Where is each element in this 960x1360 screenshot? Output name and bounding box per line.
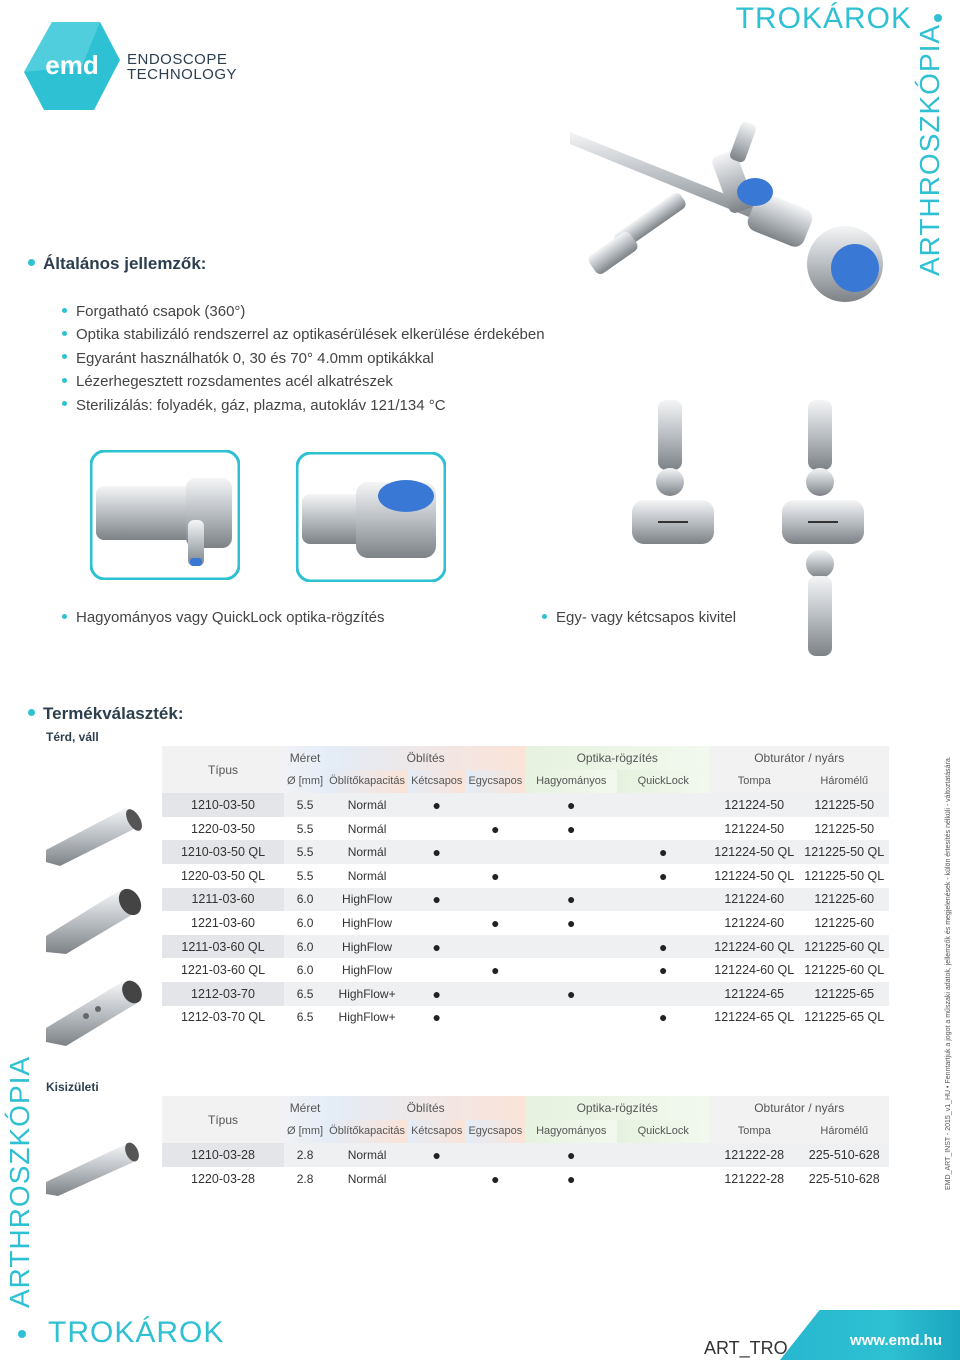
cell-triangle: 225-510-628: [808, 1171, 880, 1186]
cell-single: [465, 793, 525, 817]
cell-diameter: 6.5: [284, 982, 326, 1006]
brand-logo: [22, 20, 242, 116]
table-row: [162, 1006, 889, 1030]
cell-capacity: Normál: [347, 868, 387, 883]
cell-type: 1220-03-50: [162, 817, 284, 841]
cell-type: 1210-03-50 QL: [162, 840, 284, 864]
feature-item: Forgatható csapok (360°): [62, 300, 545, 323]
cell-blunt: 121224-60 QL: [709, 935, 799, 959]
cell-type: 1221-03-60: [162, 911, 284, 935]
cell-traditional: ●: [567, 914, 576, 931]
col-header-optic: Optika-rögzítés: [525, 1096, 709, 1120]
cell-diameter: 5.5: [284, 840, 326, 864]
cell-triangle: 121225-65 QL: [804, 1010, 885, 1025]
table-row: [162, 817, 889, 841]
cell-triangle: 121225-60: [799, 888, 889, 912]
col-header-size: Méret: [284, 746, 326, 770]
cell-single: [465, 888, 525, 912]
side-title-left: [4, 1055, 36, 1308]
cell-type: 1210-03-50: [162, 793, 284, 817]
cell-diameter: 5.5: [284, 793, 326, 817]
cell-type: 1220-03-50 QL: [162, 864, 284, 888]
cell-traditional: ●: [567, 820, 576, 837]
cell-type: 1220-03-28: [162, 1167, 284, 1191]
cell-diameter: 6.5: [296, 1010, 314, 1025]
cell-diameter: 2.8: [284, 1143, 326, 1167]
cannula-tip-image-3: [46, 970, 146, 1050]
col-header-obturator: Obturátor / nyárs: [709, 746, 889, 770]
col-header-obturator: Obturátor / nyárs: [709, 1096, 889, 1120]
col-header-optic: Optika-rögzítés: [525, 746, 709, 770]
cell-diameter: 6.0: [284, 935, 326, 959]
col-header-traditional: Hagyományos: [525, 770, 617, 794]
legal-note: [942, 756, 954, 1190]
product-table-knee-shoulder: [162, 746, 889, 1029]
cell-capacity: Normál: [326, 1143, 408, 1167]
col-header-diameter: Ø [mm]: [284, 1120, 326, 1144]
cell-quicklock: [617, 982, 709, 1006]
cell-traditional: ●: [525, 1143, 617, 1167]
header-dot-icon: [934, 14, 942, 22]
cell-capacity: Normál: [347, 1171, 387, 1186]
col-header-type: Típus: [162, 1096, 284, 1143]
cell-single: [465, 1143, 525, 1167]
cell-traditional: [525, 958, 617, 982]
cell-twin: ●: [408, 1143, 465, 1167]
cell-twin: ●: [408, 793, 465, 817]
cell-twin: ●: [408, 840, 465, 864]
cell-diameter: 6.0: [296, 963, 314, 978]
cell-quicklock: ●: [659, 962, 668, 979]
stopcock-option: Egy- vagy kétcsapos kivitel: [542, 609, 736, 626]
col-header-blunt: Tompa: [709, 1120, 799, 1144]
table-row: [162, 888, 889, 912]
cell-capacity: Normál: [326, 793, 408, 817]
col-header-triangle: Háromélű: [799, 770, 889, 794]
cell-blunt: 121224-50: [709, 793, 799, 817]
feature-item: Lézerhegesztett rozsdamentes acél alkatrészek: [62, 370, 545, 393]
col-header-twin: Kétcsapos: [408, 1120, 465, 1144]
cell-quicklock: ●: [617, 935, 709, 959]
cell-capacity: HighFlow+: [326, 982, 408, 1006]
logo-emd-text: emd: [45, 50, 99, 80]
stopcock-single-image: [628, 400, 718, 560]
logo-line-1: ENDOSCOPE: [127, 51, 228, 68]
logo-line-2: TECHNOLOGY: [127, 66, 238, 83]
cell-traditional: ●: [525, 793, 617, 817]
product-table-small-joint: [162, 1096, 889, 1190]
article-code: ART_TRO: [704, 1338, 788, 1358]
cell-single: ●: [491, 1170, 500, 1187]
table-row: [162, 982, 889, 1006]
cell-blunt: 121224-50 QL: [714, 868, 795, 883]
side-title-right-text: ARTHROSZKÓPIA: [914, 23, 945, 276]
cell-diameter: 6.0: [284, 888, 326, 912]
col-header-type: Típus: [162, 746, 284, 793]
table-row: [162, 958, 889, 982]
cell-type: 1210-03-28: [162, 1143, 284, 1167]
fixation-option: Hagyományos vagy QuickLock optika-rögzítés: [62, 609, 384, 626]
feature-item: Sterilizálás: folyadék, gáz, plazma, autokláv 121/134 °C: [62, 394, 545, 417]
cell-twin: ●: [408, 982, 465, 1006]
cell-capacity: Normál: [347, 821, 387, 836]
products-heading: Termékválaszték:: [28, 704, 184, 724]
cell-capacity: HighFlow+: [338, 1010, 396, 1025]
table-row: [162, 935, 889, 959]
table-row: [162, 864, 889, 888]
cell-twin: ●: [408, 935, 465, 959]
cell-diameter: 2.8: [296, 1171, 314, 1186]
cell-blunt: 121222-28: [709, 1143, 799, 1167]
table-row: [162, 911, 889, 935]
cell-quicklock: [617, 793, 709, 817]
cell-type: 1221-03-60 QL: [162, 958, 284, 982]
cell-traditional: [525, 935, 617, 959]
footer-dot-icon: [18, 1330, 26, 1338]
cell-diameter: 6.0: [296, 915, 314, 930]
cell-single: [465, 840, 525, 864]
cell-type: 1211-03-60: [162, 888, 284, 912]
side-title-right: [914, 23, 946, 276]
footer-title: TROKÁROK: [48, 1316, 225, 1349]
cell-single: [465, 982, 525, 1006]
cell-triangle: 121225-50: [814, 821, 875, 836]
col-header-twin: Kétcsapos: [408, 770, 465, 794]
cell-blunt: 121224-60 QL: [714, 963, 795, 978]
cell-traditional: [525, 864, 617, 888]
cell-twin: [408, 864, 465, 888]
col-header-capacity: Öblítőkapacitás: [326, 770, 408, 794]
cell-capacity: HighFlow: [326, 935, 408, 959]
table-row: [162, 793, 889, 817]
cell-triangle: 121225-65: [799, 982, 889, 1006]
feature-item: Optika stabilizáló rendszerrel az optikasérülések elkerülése érdekében: [62, 323, 545, 346]
cell-twin: [408, 1167, 465, 1191]
cell-quicklock: [617, 817, 709, 841]
cell-type: 1212-03-70: [162, 982, 284, 1006]
cell-blunt: 121224-60: [709, 888, 799, 912]
side-title-left-text: ARTHROSZKÓPIA: [4, 1055, 35, 1308]
feature-item: Egyaránt használhatók 0, 30 és 70° 4.0mm optikákkal: [62, 347, 545, 370]
cell-single: ●: [491, 867, 500, 884]
table-row: [162, 840, 889, 864]
page-title: TROKÁROK: [735, 2, 912, 35]
table-row: [162, 1143, 889, 1167]
logo-wordmark: [127, 52, 237, 82]
col-header-traditional: Hagyományos: [525, 1120, 617, 1144]
general-heading: Általános jellemzők:: [28, 254, 206, 274]
cell-single: [465, 935, 525, 959]
col-header-capacity: Öblítőkapacitás: [326, 1120, 408, 1144]
cell-triangle: 121225-50 QL: [804, 868, 885, 883]
col-header-blunt: Tompa: [709, 770, 799, 794]
col-header-quicklock: QuickLock: [617, 770, 709, 794]
cell-twin: ●: [432, 1009, 441, 1026]
cell-traditional: ●: [567, 1170, 576, 1187]
trocar-main-image: [570, 92, 890, 306]
traditional-fixation-image: [90, 450, 240, 580]
cell-traditional: ●: [525, 888, 617, 912]
cannula-tip-image-2: [46, 880, 146, 960]
cell-triangle: 121225-60 QL: [799, 935, 889, 959]
cell-quicklock: [617, 1143, 709, 1167]
cell-diameter: 5.5: [296, 868, 314, 883]
cell-twin: ●: [408, 888, 465, 912]
cell-triangle: 121225-50 QL: [799, 840, 889, 864]
cell-blunt: 121224-65: [709, 982, 799, 1006]
cell-traditional: [525, 1006, 617, 1030]
website-link[interactable]: www.emd.hu: [850, 1332, 942, 1349]
group-knee-shoulder-label: Térd, váll: [46, 730, 99, 744]
cell-triangle: 121225-60: [814, 915, 875, 930]
cell-capacity: HighFlow: [342, 963, 393, 978]
col-header-single: Egycsapos: [465, 770, 525, 794]
cell-triangle: 121225-50: [799, 793, 889, 817]
col-header-rinse: Öblítés: [326, 1096, 525, 1120]
cell-capacity: Normál: [326, 840, 408, 864]
cell-traditional: ●: [525, 982, 617, 1006]
cell-capacity: HighFlow: [342, 915, 393, 930]
cell-quicklock: [617, 911, 709, 935]
cell-quicklock: [617, 1167, 709, 1191]
cell-single: ●: [491, 962, 500, 979]
cell-blunt: 121222-28: [724, 1171, 785, 1186]
group-small-joint-label: Kisizületi: [46, 1080, 99, 1094]
cell-twin: [408, 911, 465, 935]
quicklock-fixation-image: [296, 452, 446, 582]
cell-type: 1212-03-70 QL: [162, 1006, 284, 1030]
cell-blunt: 121224-60: [724, 915, 785, 930]
cell-diameter: 5.5: [296, 821, 314, 836]
cell-triangle: 225-510-628: [799, 1143, 889, 1167]
cell-quicklock: ●: [659, 1009, 668, 1026]
cell-triangle: 121225-60 QL: [804, 963, 885, 978]
cell-quicklock: ●: [617, 840, 709, 864]
col-header-triangle: Háromélű: [799, 1120, 889, 1144]
cell-blunt: 121224-50 QL: [709, 840, 799, 864]
cell-capacity: HighFlow: [326, 888, 408, 912]
cell-traditional: [525, 840, 617, 864]
col-header-rinse: Öblítés: [326, 746, 525, 770]
cell-single: ●: [491, 914, 500, 931]
col-header-quicklock: QuickLock: [617, 1120, 709, 1144]
legal-note-text: EMD_ART_INST - 2015_v1_HU • Fenntartjuk a jogot a műszaki adatok, jellemzők és megjelenések - külön értesítés nélküli - változtatására.: [945, 756, 952, 1190]
col-header-size: Méret: [284, 1096, 326, 1120]
cell-quicklock: ●: [659, 867, 668, 884]
cannula-tip-image-4: [46, 1130, 146, 1200]
cell-quicklock: [617, 888, 709, 912]
cell-twin: [408, 817, 465, 841]
cell-type: 1211-03-60 QL: [162, 935, 284, 959]
cell-single: ●: [491, 820, 500, 837]
table-row: [162, 1167, 889, 1191]
cannula-tip-image-1: [46, 800, 146, 872]
cell-single: [465, 1006, 525, 1030]
emd-logo-icon: [22, 20, 122, 112]
cell-twin: [408, 958, 465, 982]
feature-list: [62, 300, 545, 417]
cell-blunt: 121224-65 QL: [714, 1010, 795, 1025]
col-header-single: Egycsapos: [465, 1120, 525, 1144]
col-header-diameter: Ø [mm]: [284, 770, 326, 794]
stopcock-double-image: [778, 400, 868, 664]
cell-blunt: 121224-50: [724, 821, 785, 836]
